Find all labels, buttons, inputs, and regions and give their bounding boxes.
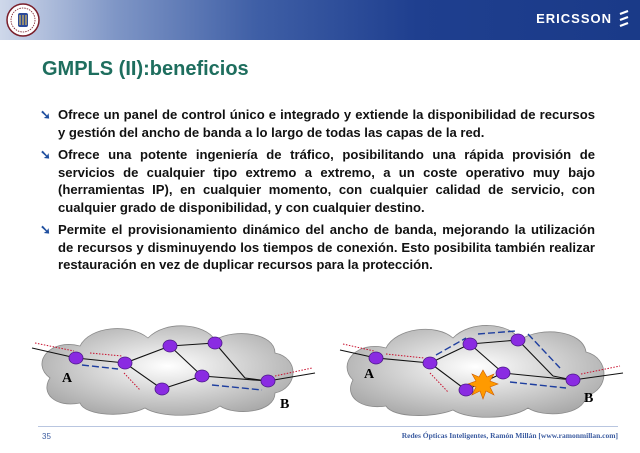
bullet-item <box>40 146 595 216</box>
bullet-text: Ofrece un panel de control único e integrado y extiende la disponibilidad de recursos y gestión del ancho de banda a lo largo de todas las capas de la red. <box>58 107 595 140</box>
network-diagram-right <box>338 318 628 418</box>
node-label-b: B <box>584 391 594 406</box>
network-node <box>511 334 525 346</box>
bullet-list <box>40 106 595 279</box>
ericsson-mark-icon <box>618 10 630 30</box>
page-number: 35 <box>42 432 51 441</box>
bullet-text: Permite el provisionamiento dinámico del ancho de banda, mejorando la utilización de recursos y disminuyendo los tiempos de conexión. Esto posibilita también realizar restauración en vez de duplicar recursos para la protección. <box>58 222 595 272</box>
network-node <box>195 370 209 382</box>
network-node <box>155 383 169 395</box>
slide-title: GMPLS (II):beneficios <box>42 58 249 80</box>
network-cloud <box>347 325 604 417</box>
bullet-item <box>40 221 595 274</box>
network-node <box>118 357 132 369</box>
node-label-a: A <box>364 367 375 382</box>
bullet-text: Ofrece una potente ingeniería de tráfico, posibilitando una rápida provisión de servicios de cualquier tipo extremo a extremo, a un coste operativo muy bajo (herramientas IP), en cualquier momento, con cualquier calidad de servicio, con cualquier grado de disponibilidad, y con cualquier destino. <box>58 147 595 215</box>
brand-logo: ERICSSON <box>536 11 612 26</box>
network-node <box>261 375 275 387</box>
network-node <box>163 340 177 352</box>
link-failure-icon <box>468 370 498 399</box>
network-node <box>423 357 437 369</box>
network-node <box>496 367 510 379</box>
node-label-b: B <box>280 397 290 412</box>
network-cloud <box>42 326 293 415</box>
network-node <box>566 374 580 386</box>
network-diagram-left <box>30 318 320 418</box>
network-node <box>208 337 222 349</box>
arrow-down-right-icon: ➘ <box>40 222 51 237</box>
footer-credit: Redes Ópticas Inteligentes, Ramón Millán [www.ramonmillan.com] <box>401 431 618 440</box>
bullet-item <box>40 106 595 141</box>
university-seal-icon <box>6 3 40 37</box>
network-node <box>463 338 477 350</box>
arrow-down-right-icon: ➘ <box>40 147 51 162</box>
network-node <box>369 352 383 364</box>
node-label-a: A <box>62 371 73 386</box>
arrow-down-right-icon: ➘ <box>40 107 51 122</box>
network-node <box>69 352 83 364</box>
network-node <box>459 384 473 396</box>
footer-divider <box>38 426 618 427</box>
